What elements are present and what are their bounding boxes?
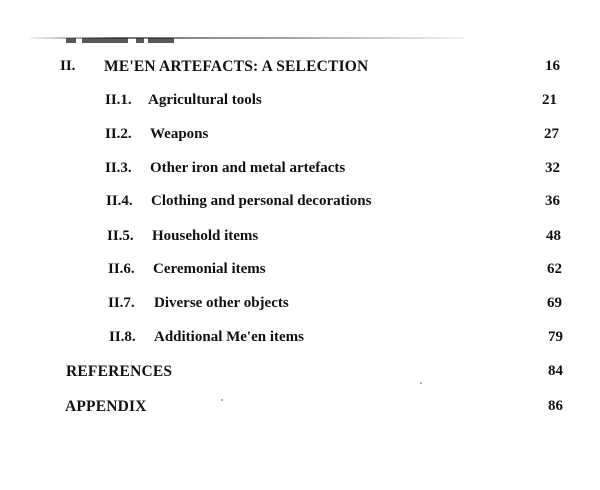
scan-dust [420, 382, 422, 384]
toc-section-page: 16 [545, 58, 560, 74]
toc-entry-title: Ceremonial items [153, 261, 266, 277]
toc-entry-number: II.1. [105, 92, 132, 108]
toc-entry-title: Other iron and metal artefacts [150, 160, 346, 176]
toc-references-page: 84 [548, 363, 563, 379]
toc-entry-title: Weapons [150, 126, 209, 142]
toc-entry-row [0, 193, 600, 217]
toc-entry-row [0, 329, 600, 353]
toc-entry-page: 21 [542, 92, 557, 108]
toc-appendix-title: APPENDIX [65, 398, 147, 415]
toc-entry-page: 79 [548, 329, 563, 345]
toc-entry-page: 69 [547, 295, 562, 311]
toc-entry-number: II.6. [108, 261, 135, 277]
toc-entry-row [0, 92, 600, 116]
toc-section-title: ME'EN ARTEFACTS: A SELECTION [104, 58, 369, 75]
scan-dust [221, 399, 223, 401]
toc-entry-number: II.8. [109, 329, 136, 345]
scan-artifact-fragment [64, 38, 214, 48]
toc-entry-page: 36 [545, 193, 560, 209]
toc-entry-page: 48 [546, 228, 561, 244]
toc-appendix-row [0, 398, 600, 422]
toc-entry-title: Additional Me'en items [154, 329, 304, 345]
toc-entry-row [0, 295, 600, 319]
toc-entry-page: 62 [547, 261, 562, 277]
toc-entry-row [0, 126, 600, 150]
toc-entry-row [0, 160, 600, 184]
toc-entry-number: II.5. [107, 228, 134, 244]
toc-entry-number: II.2. [105, 126, 132, 142]
toc-entry-page: 32 [545, 160, 560, 176]
toc-references-title: REFERENCES [66, 363, 173, 380]
toc-section-number: II. [60, 58, 76, 74]
toc-appendix-page: 86 [548, 398, 563, 414]
toc-entry-number: II.4. [106, 193, 133, 209]
toc-references-row [0, 363, 600, 387]
toc-entry-page: 27 [544, 126, 559, 142]
toc-entry-row [0, 228, 600, 252]
toc-entry-title: Diverse other objects [154, 295, 289, 311]
toc-section-row [0, 58, 600, 82]
toc-entry-title: Agricultural tools [148, 92, 262, 108]
toc-entry-title: Clothing and personal decorations [151, 193, 372, 209]
toc-entry-number: II.7. [108, 295, 135, 311]
toc-entry-title: Household items [152, 228, 259, 244]
toc-entry-row [0, 261, 600, 285]
toc-entry-number: II.3. [105, 160, 132, 176]
